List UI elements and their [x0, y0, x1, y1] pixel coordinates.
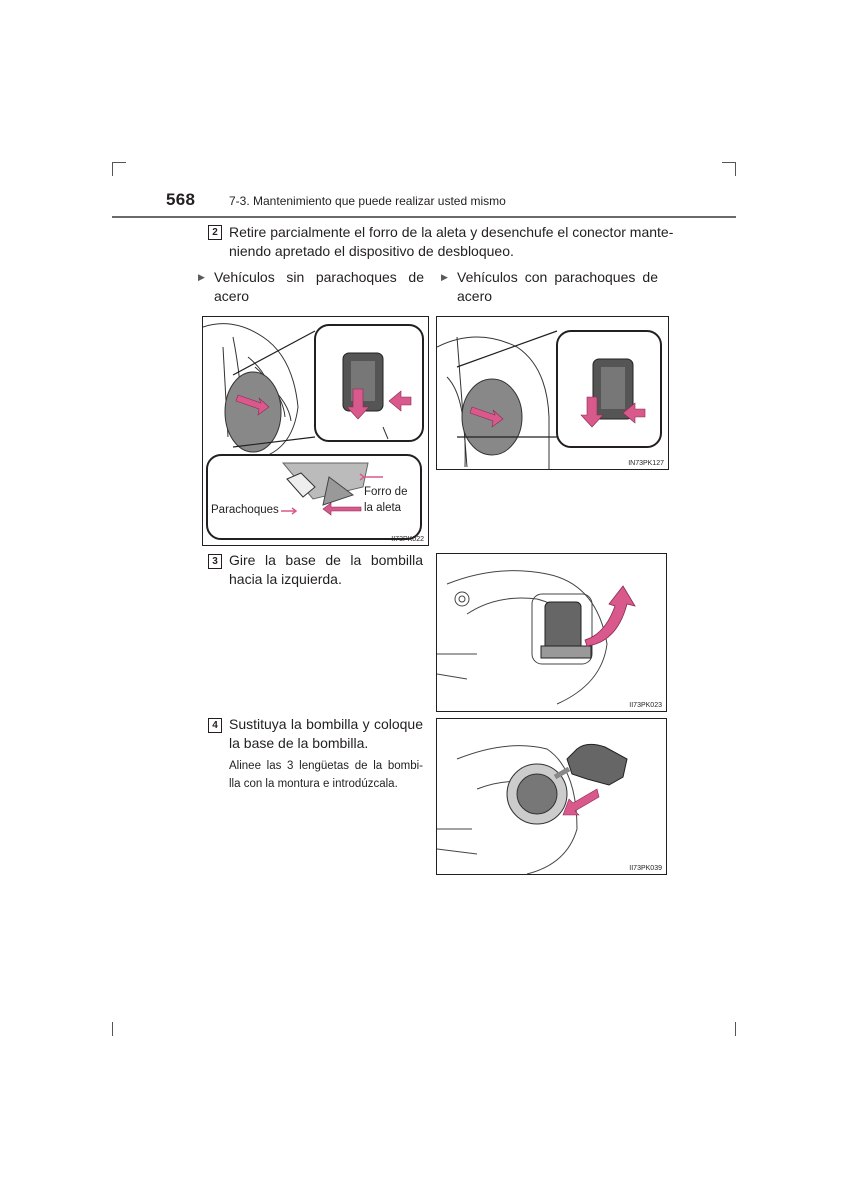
page-number: 568	[166, 190, 196, 209]
step-2-number: 2	[208, 225, 222, 240]
step-4-note-1: Alinee las 3 lengüetas de la bombi-	[229, 760, 423, 772]
step-3-text-2: hacia la izquierda.	[229, 571, 342, 587]
crop-mark-tr-h	[722, 162, 736, 163]
step-3-number: 3	[208, 554, 222, 569]
figure-4	[436, 718, 667, 875]
crop-mark-tl-v	[112, 162, 113, 176]
bullet-triangle-icon: ▶	[198, 272, 205, 282]
step-4-text-2: la base de la bombilla.	[229, 735, 369, 751]
figure-3-code: II73PK023	[629, 702, 662, 709]
step-2-text-1: Retire parcialmente el forro de la aleta y desenchufe el conector mante-	[229, 224, 674, 240]
figure-1-code: II73PK022	[391, 536, 424, 543]
figure-3-illustration	[437, 554, 666, 711]
crop-mark-tl-h	[112, 162, 126, 163]
figure-4-illustration	[437, 719, 666, 874]
figure-4-code: II73PK039	[629, 865, 662, 872]
header-rule	[112, 216, 736, 218]
figure-2-illustration	[437, 317, 668, 469]
variant-right-1: Vehículos con parachoques de	[457, 269, 658, 285]
label-fender-liner-1: Forro de	[364, 486, 408, 498]
step-4-number: 4	[208, 718, 222, 733]
bullet-triangle-icon: ▶	[441, 272, 448, 282]
label-bumper: Parachoques	[211, 504, 279, 516]
variant-right-2: acero	[457, 288, 493, 304]
step-2-text-2: niendo apretado el dispositivo de desbloqueo.	[229, 243, 514, 259]
step-3-text-1: Gire la base de la bombilla	[229, 552, 423, 568]
step-4-note-2: lla con la montura e introdúzcala.	[229, 778, 398, 790]
step-4-text-1: Sustituya la bombilla y coloque	[229, 716, 423, 732]
variant-left-1: Vehículos sin parachoques de	[214, 269, 424, 285]
figure-1	[202, 316, 429, 546]
figure-2-code: IN73PK127	[628, 460, 664, 467]
figure-3	[436, 553, 667, 712]
crop-mark-br	[735, 1022, 736, 1036]
variant-left-2: acero	[214, 288, 250, 304]
crop-mark-bl	[112, 1022, 113, 1036]
label-fender-liner-2: la aleta	[364, 502, 402, 514]
figure-2	[436, 316, 669, 470]
crop-mark-tr-v	[735, 162, 736, 176]
chapter-title: 7-3. Mantenimiento que puede realizar usted mismo	[229, 194, 506, 208]
